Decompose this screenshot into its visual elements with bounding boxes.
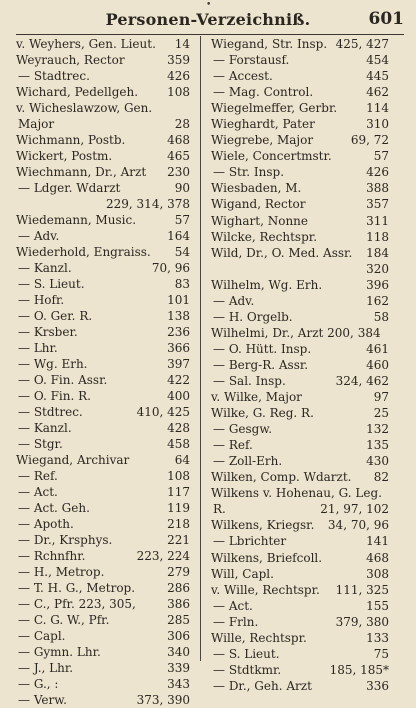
- index-entry: [16, 404, 190, 420]
- entry-name: — Gymn. Lhr.: [18, 645, 101, 659]
- index-entry: [16, 676, 190, 692]
- entry-name: — Krsber.: [18, 325, 78, 339]
- entry-page-refs: 458: [167, 437, 190, 451]
- index-entry: [211, 325, 389, 341]
- entry-name: — Rchnfhr.: [18, 549, 86, 563]
- index-entry: [16, 516, 190, 532]
- entry-page-refs: 184: [366, 245, 389, 260]
- entry-name: Wiederhold, Engraiss.: [16, 245, 151, 259]
- index-entry: [211, 341, 389, 357]
- index-entry: [16, 532, 190, 548]
- index-entry: [16, 260, 190, 276]
- entry-name: — Adv.: [18, 229, 60, 243]
- entry-name: — Stdtrec.: [18, 405, 83, 419]
- index-entry: [16, 276, 190, 292]
- entry-name: Wiedemann, Music.: [16, 213, 137, 227]
- index-entry: [211, 614, 389, 630]
- column-divider: [200, 36, 201, 661]
- entry-name: — Kanzl.: [18, 421, 72, 435]
- entry-name: Wiegand, Archivar: [16, 453, 130, 467]
- header-rule: [16, 34, 404, 35]
- entry-page-refs: 111, 325: [335, 582, 389, 597]
- entry-name: Wiesbaden, M.: [211, 181, 302, 196]
- index-entry: [211, 453, 389, 469]
- entry-name: — Kanzl.: [18, 261, 72, 275]
- entry-page-refs: 339: [167, 661, 190, 675]
- index-entry: [16, 324, 190, 340]
- entry-page-refs: 229, 314, 378: [106, 197, 190, 211]
- entry-name: Wild, Dr., O. Med. Assr.: [211, 245, 353, 260]
- entry-name: Wilkens v. Hohenau, G. Leg.: [211, 486, 382, 501]
- entry-page-refs: 101: [167, 293, 190, 307]
- index-entry: [16, 452, 190, 468]
- entry-name: — Act. Geh.: [18, 501, 90, 515]
- index-entry: [211, 261, 389, 277]
- entry-name: — Mag. Control.: [213, 85, 314, 100]
- entry-page-refs: 306: [167, 629, 190, 643]
- entry-page-refs: 359: [167, 53, 190, 67]
- entry-name: — G., :: [18, 677, 59, 691]
- index-entry: [211, 100, 389, 116]
- entry-page-refs: 135: [366, 438, 389, 453]
- index-entry: [211, 213, 389, 229]
- page-number: 601: [368, 9, 404, 29]
- entry-name: Wilkens, Briefcoll.: [211, 550, 323, 565]
- entry-page-refs: 132: [366, 422, 389, 437]
- entry-page-refs: 311: [366, 213, 389, 228]
- index-entry: [16, 692, 190, 708]
- entry-page-refs: 141: [366, 534, 389, 549]
- index-entry: [211, 598, 389, 614]
- index-entry: [211, 517, 389, 533]
- entry-page-refs: 162: [366, 293, 389, 308]
- entry-name: Wille, Rechtspr.: [211, 630, 307, 645]
- entry-page-refs: 396: [366, 277, 389, 292]
- entry-name: — Frln.: [213, 614, 259, 629]
- index-entry: [211, 357, 389, 373]
- entry-name: Wiegand, Str. Insp.: [211, 37, 328, 51]
- entry-page-refs: 230: [167, 165, 190, 179]
- index-entry: [16, 372, 190, 388]
- index-entry: [16, 420, 190, 436]
- entry-page-refs: 64: [174, 453, 190, 467]
- entry-page-refs: 108: [167, 469, 190, 483]
- entry-name: Wichard, Pedellgeh.: [16, 85, 139, 99]
- entry-page-refs: 379, 380: [335, 614, 389, 629]
- entry-page-refs: 340: [167, 645, 190, 659]
- entry-page-refs: 357: [366, 197, 389, 212]
- entry-name: — Apoth.: [18, 517, 74, 531]
- entry-page-refs: 373, 390: [136, 693, 190, 707]
- entry-name: — O. Fin. R.: [18, 389, 91, 403]
- entry-name: Wilke, G. Reg. R.: [211, 406, 314, 421]
- entry-page-refs: 90: [174, 181, 190, 195]
- entry-name: Wilhelmi, Dr., Arzt 200, 384: [211, 325, 381, 340]
- entry-page-refs: 285: [167, 613, 190, 627]
- entry-page-refs: 25: [373, 406, 389, 421]
- entry-name: — Adv.: [213, 293, 255, 308]
- index-entry: [16, 660, 190, 676]
- entry-page-refs: 461: [366, 341, 389, 356]
- entry-name: Wighart, Nonne: [211, 213, 308, 228]
- entry-page-refs: 14: [174, 37, 190, 51]
- index-entry: [16, 148, 190, 164]
- index-entry: [211, 229, 389, 245]
- entry-name: Wichmann, Postb.: [16, 133, 126, 147]
- index-entry: [211, 309, 389, 325]
- entry-page-refs: 82: [373, 470, 389, 485]
- entry-page-refs: 83: [174, 277, 190, 291]
- entry-name: — Gesgw.: [213, 422, 273, 437]
- entry-name: — Dr., Krsphys.: [18, 533, 113, 547]
- entry-page-refs: 114: [366, 101, 389, 116]
- entry-page-refs: 425, 427: [335, 37, 389, 51]
- entry-name: — Act.: [213, 598, 253, 613]
- entry-name: Wilcke, Rechtspr.: [211, 229, 318, 244]
- entry-name: — Ldger. Wdarzt: [18, 181, 121, 195]
- index-entry: [16, 292, 190, 308]
- entry-name: — Lbrichter: [213, 534, 287, 549]
- entry-name: v. Weyhers, Gen. Lieut.: [16, 37, 156, 51]
- index-entry: [16, 500, 190, 516]
- index-entry: [16, 580, 190, 596]
- index-entry: [211, 373, 389, 389]
- index-entry: [16, 340, 190, 356]
- entry-name: — Stgr.: [18, 437, 63, 451]
- index-entry: [211, 164, 389, 180]
- index-entry: [211, 662, 389, 678]
- index-entry: [16, 228, 190, 244]
- entry-page-refs: 75: [373, 646, 389, 661]
- index-entry: [16, 100, 190, 116]
- entry-name: Wiegelmeffer, Gerbr.: [211, 101, 338, 116]
- entry-page-refs: 97: [373, 390, 389, 405]
- entry-name: — Verw.: [18, 693, 67, 707]
- entry-name: — O. Ger. R.: [18, 309, 93, 323]
- right-index-column: [211, 36, 389, 694]
- index-entry: [16, 212, 190, 228]
- entry-page-refs: 308: [366, 566, 389, 581]
- entry-page-refs: 445: [366, 69, 389, 84]
- entry-name: v. Wicheslawzow, Gen.: [16, 101, 153, 115]
- index-entry: [211, 52, 389, 68]
- entry-name: — Wg. Erh.: [18, 357, 88, 371]
- entry-name: Weyrauch, Rector: [16, 53, 125, 67]
- entry-page-refs: 286: [167, 581, 190, 595]
- entry-page-refs: 117: [167, 485, 190, 499]
- entry-page-refs: 155: [366, 598, 389, 613]
- index-entry: [16, 132, 190, 148]
- index-entry: [16, 564, 190, 580]
- entry-name: Major: [18, 117, 55, 131]
- entry-page-refs: 468: [366, 550, 389, 565]
- entry-page-refs: 343: [167, 677, 190, 691]
- entry-page-refs: 70, 96: [151, 261, 190, 275]
- index-entry: [211, 646, 389, 662]
- entry-page-refs: 320: [366, 261, 389, 276]
- entry-name: — Ref.: [213, 438, 253, 453]
- index-entry: [211, 485, 389, 501]
- entry-name: Wiegrebe, Major: [211, 133, 314, 148]
- entry-name: — T. H. G., Metrop.: [18, 581, 136, 595]
- entry-name: — Zoll-Erh.: [213, 454, 283, 469]
- entry-page-refs: 386: [167, 597, 190, 611]
- entry-name: — Berg-R. Assr.: [213, 357, 309, 372]
- index-entry: [16, 644, 190, 660]
- entry-name: Wilken, Comp. Wdarzt.: [211, 470, 352, 485]
- entry-name: — H., Metrop.: [18, 565, 105, 579]
- entry-page-refs: 221: [167, 533, 190, 547]
- entry-name: — S. Lieut.: [18, 277, 85, 291]
- index-entry: [211, 36, 389, 52]
- entry-name: — Ref.: [18, 469, 58, 483]
- entry-page-refs: 54: [174, 245, 190, 259]
- entry-page-refs: 28: [174, 117, 190, 131]
- entry-page-refs: 426: [366, 165, 389, 180]
- entry-name: — O. Hütt. Insp.: [213, 341, 312, 356]
- index-entry: [16, 468, 190, 484]
- entry-page-refs: 426: [167, 69, 190, 83]
- index-entry: [16, 436, 190, 452]
- entry-page-refs: 336: [366, 678, 389, 693]
- index-entry: [211, 148, 389, 164]
- index-entry: [211, 630, 389, 646]
- entry-page-refs: 397: [167, 357, 190, 371]
- entry-name: v. Wilke, Major: [211, 390, 302, 405]
- entry-page-refs: 460: [366, 357, 389, 372]
- entry-name: Wiechmann, Dr., Arzt: [16, 165, 147, 179]
- index-entry: [16, 596, 190, 612]
- index-entry: [16, 164, 190, 180]
- entry-page-refs: 21, 97, 102: [320, 502, 389, 517]
- entry-page-refs: 388: [366, 181, 389, 196]
- index-entry: [16, 484, 190, 500]
- entry-name: — Hofr.: [18, 293, 65, 307]
- index-entry: [16, 548, 190, 564]
- entry-name: Wilhelm, Wg. Erh.: [211, 277, 323, 292]
- entry-page-refs: 324, 462: [335, 373, 389, 388]
- index-entry: [211, 196, 389, 212]
- entry-page-refs: 119: [167, 501, 190, 515]
- entry-page-refs: 57: [373, 149, 389, 164]
- entry-page-refs: 236: [167, 325, 190, 339]
- index-entry: [16, 84, 190, 100]
- entry-page-refs: 465: [167, 149, 190, 163]
- entry-name: Will, Capl.: [211, 566, 274, 581]
- index-entry: [211, 405, 389, 421]
- entry-name: — Forstausf.: [213, 53, 290, 68]
- entry-name: — Stadtrec.: [18, 69, 90, 83]
- entry-page-refs: 366: [167, 341, 190, 355]
- entry-page-refs: 279: [167, 565, 190, 579]
- index-entry: [211, 437, 389, 453]
- index-entry: [211, 566, 389, 582]
- entry-page-refs: 108: [167, 85, 190, 99]
- entry-name: — J., Lhr.: [18, 661, 74, 675]
- entry-name: — Act.: [18, 485, 58, 499]
- entry-name: — S. Lieut.: [213, 646, 280, 661]
- entry-page-refs: 422: [167, 373, 190, 387]
- entry-name: — Dr., Geh. Arzt: [213, 678, 312, 693]
- entry-page-refs: 410, 425: [136, 405, 190, 419]
- index-entry: [211, 245, 389, 261]
- entry-name: — Capl.: [18, 629, 66, 643]
- entry-page-refs: 185, 185*: [329, 662, 389, 677]
- entry-page-refs: 133: [366, 630, 389, 645]
- entry-name: — C. G. W., Pfr.: [18, 613, 110, 627]
- index-entry: [16, 388, 190, 404]
- entry-name: — Stdtkmr.: [213, 662, 282, 677]
- entry-name: Wiele, Concertmstr.: [211, 149, 332, 164]
- index-entry: [16, 68, 190, 84]
- index-entry: [211, 84, 389, 100]
- index-entry: [16, 196, 190, 212]
- index-entry: [211, 421, 389, 437]
- entry-name: — O. Fin. Assr.: [18, 373, 108, 387]
- entry-page-refs: 468: [167, 133, 190, 147]
- entry-page-refs: 310: [366, 117, 389, 132]
- index-entry: [16, 308, 190, 324]
- index-entry: [211, 293, 389, 309]
- index-entry: [16, 116, 190, 132]
- entry-page-refs: 430: [366, 454, 389, 469]
- index-entry: [211, 68, 389, 84]
- entry-page-refs: 57: [174, 213, 190, 227]
- header-ornament: •: [206, 0, 212, 10]
- entry-page-refs: 58: [373, 309, 389, 324]
- index-entry: [211, 469, 389, 485]
- entry-name: Wigand, Rector: [211, 197, 306, 212]
- entry-page-refs: 400: [167, 389, 190, 403]
- index-entry: [16, 244, 190, 260]
- entry-page-refs: 462: [366, 85, 389, 100]
- entry-page-refs: 454: [366, 53, 389, 68]
- entry-name: — Lhr.: [18, 341, 58, 355]
- index-entry: [16, 612, 190, 628]
- entry-name: — Accest.: [213, 69, 273, 84]
- entry-page-refs: 118: [366, 229, 389, 244]
- index-entry: [211, 277, 389, 293]
- entry-name: Wieghardt, Pater: [211, 117, 315, 132]
- entry-name: — Str. Insp.: [213, 165, 285, 180]
- left-index-column: [16, 36, 190, 708]
- index-entry: [16, 180, 190, 196]
- entry-page-refs: 164: [167, 229, 190, 243]
- index-entry: [16, 52, 190, 68]
- index-entry: [211, 550, 389, 566]
- entry-name: Wilkens, Kriegsr.: [211, 518, 315, 533]
- index-entry: [211, 389, 389, 405]
- entry-name: Wickert, Postm.: [16, 149, 113, 163]
- entry-name: — Sal. Insp.: [213, 373, 286, 388]
- index-entry: [16, 356, 190, 372]
- index-entry: [211, 501, 389, 517]
- index-entry: [211, 116, 389, 132]
- index-entry: [211, 678, 389, 694]
- index-entry: [16, 628, 190, 644]
- entry-page-refs: 223, 224: [136, 549, 190, 563]
- index-entry: [211, 582, 389, 598]
- entry-name: R.: [213, 502, 226, 517]
- entry-name: — C., Pfr. 223, 305,: [18, 597, 136, 611]
- entry-page-refs: 138: [167, 309, 190, 323]
- index-entry: [211, 180, 389, 196]
- entry-name: — H. Orgelb.: [213, 309, 293, 324]
- entry-name: v. Wille, Rechtspr.: [211, 582, 320, 597]
- entry-page-refs: 218: [167, 517, 190, 531]
- page-title: Personen-Verzeichniß.: [105, 10, 311, 29]
- index-entry: [211, 533, 389, 549]
- entry-page-refs: 34, 70, 96: [327, 518, 389, 533]
- index-entry: [16, 36, 190, 52]
- index-entry: [211, 132, 389, 148]
- entry-page-refs: 428: [167, 421, 190, 435]
- entry-page-refs: 69, 72: [350, 133, 389, 148]
